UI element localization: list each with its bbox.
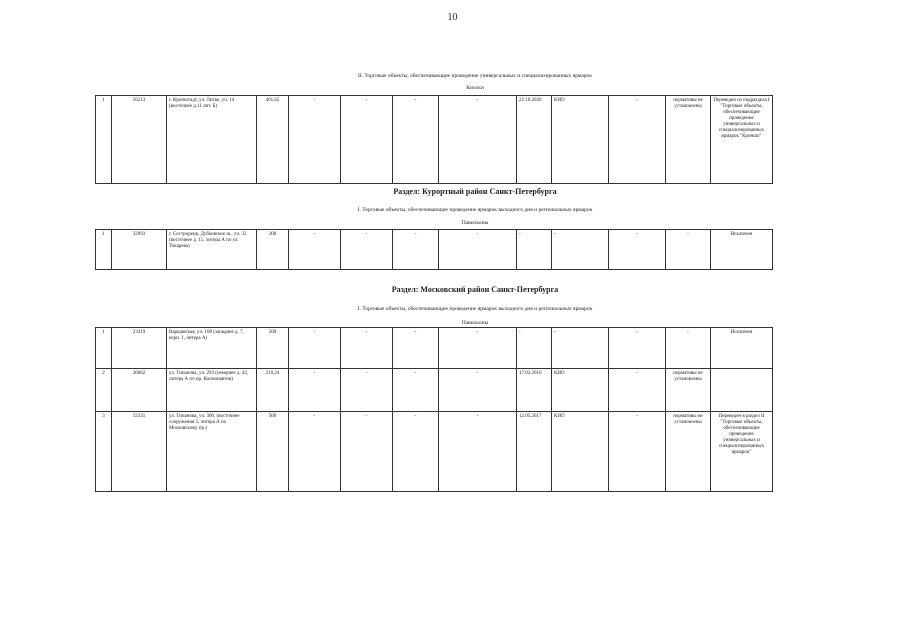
table-cell: 500 <box>257 412 289 492</box>
table-cell: 300 <box>257 230 289 270</box>
section3-caption: I. Торговые объекты, обеспечивающие проведение ярмарок выходного дня и региональных ярмарок <box>357 306 593 312</box>
table-cell: 2 <box>96 369 112 412</box>
table-cell: - <box>341 328 393 369</box>
table-cell: - <box>341 369 393 412</box>
page-number: 10 <box>447 12 458 23</box>
table-cell: - <box>289 96 341 184</box>
table-cell: - <box>517 328 552 369</box>
table-cell: нормативы не установлены <box>666 96 711 184</box>
table-cell: - <box>341 96 393 184</box>
section2-title: Раздел: Курортный район Санкт-Петербурга <box>393 187 557 196</box>
table-cell: Варшавская, уч. 108 (западнее д. 7, корп. 1, литера А) <box>167 328 257 369</box>
table-cell: 1 <box>96 328 112 369</box>
table-cell: Переведен в раздел II "Торговые объекты, обеспечивающие проведение универсальных и специализированных ярмарок" <box>711 412 773 492</box>
table-cell: - <box>439 328 517 369</box>
table-cell: 32331 <box>112 412 167 492</box>
table-cell: 12.05.2017 <box>517 412 552 492</box>
table-cell: - <box>552 230 609 270</box>
table-cell: - <box>609 369 666 412</box>
section3-subcaption: Павильоны <box>461 320 489 326</box>
section2-table <box>95 229 773 270</box>
table-cell: - <box>439 96 517 184</box>
table-cell: - <box>393 412 439 492</box>
table-cell: - <box>552 328 609 369</box>
table-row <box>96 230 773 270</box>
table-cell: нормативы не установлены <box>666 369 711 412</box>
table-cell <box>711 369 773 412</box>
table-cell: 210,24 <box>257 369 289 412</box>
table-cell: Переведен из подраздела I "Торговые объекты, обеспечивающие проведение универсальных и специализированных ярмарок "Кроншл" <box>711 96 773 184</box>
table-cell: - <box>393 328 439 369</box>
table-cell: - <box>666 328 711 369</box>
table-cell: 500 <box>257 328 289 369</box>
table-cell: - <box>439 369 517 412</box>
table-cell: - <box>439 230 517 270</box>
table-cell: - <box>341 412 393 492</box>
section2-caption: I. Торговые объекты, обеспечивающие проведение ярмарок выходного дня и региональных ярмарок <box>357 207 593 213</box>
block1-subcaption: Киоски <box>466 85 484 91</box>
table-cell: КИО <box>552 412 609 492</box>
table-cell: - <box>666 230 711 270</box>
table-cell: - <box>609 328 666 369</box>
table-cell: КИО <box>552 96 609 184</box>
table-cell: КИО <box>552 369 609 412</box>
table-cell: - <box>289 328 341 369</box>
table-cell: - <box>289 369 341 412</box>
table-cell: 56213 <box>112 96 167 184</box>
section3-title: Раздел: Московский район Санкт-Петербурга <box>391 285 559 294</box>
table-row <box>96 96 773 184</box>
block1-caption: II. Торговые объекты, обеспечивающие проведение универсальных и специализированных ярмарок <box>358 73 592 79</box>
table-cell: - <box>517 230 552 270</box>
table-cell: 3 <box>96 412 112 492</box>
table-cell: Исключен <box>711 328 773 369</box>
table-cell: - <box>393 96 439 184</box>
table-cell: ул. Типанова, уч. 300, (восточнее сооружения 2, литера А по Московскому пр.) <box>167 412 257 492</box>
table-cell: - <box>609 412 666 492</box>
table-cell: 36662 <box>112 369 167 412</box>
table-cell: 22.10.2020 <box>517 96 552 184</box>
table-cell: 23419 <box>112 328 167 369</box>
table-row <box>96 328 773 369</box>
section3-table <box>95 327 773 492</box>
table-cell: г. Сестрорецк, Дубковское ш., уч. 33 (восточнее д. 15, литера А по ул. Токарева) <box>167 230 257 270</box>
table-cell: нормативы не установлены <box>666 412 711 492</box>
table-row <box>96 369 773 412</box>
table-cell: 401,65 <box>257 96 289 184</box>
table-cell: - <box>289 412 341 492</box>
table-cell: 1 <box>96 230 112 270</box>
section2-subcaption: Павильоны <box>461 220 489 226</box>
table-cell: 32993 <box>112 230 167 270</box>
table-cell: - <box>393 230 439 270</box>
table-cell: 17.03.2016 <box>517 369 552 412</box>
table-cell: - <box>341 230 393 270</box>
table-cell: Исключен <box>711 230 773 270</box>
table-cell: - <box>439 412 517 492</box>
table-cell: - <box>609 96 666 184</box>
table-cell: - <box>609 230 666 270</box>
table-cell: - <box>393 369 439 412</box>
table-cell: 1 <box>96 96 112 184</box>
table-row <box>96 412 773 492</box>
table-cell: ул. Типанова, уч. 293 (севернее д. 42, литера А по пр. Космонавтов) <box>167 369 257 412</box>
table-cell: - <box>289 230 341 270</box>
block1-table <box>95 95 773 184</box>
table-cell: г. Кронштадт, ул. Литке, уч. 14 (восточнее д.11 лит. Б) <box>167 96 257 184</box>
